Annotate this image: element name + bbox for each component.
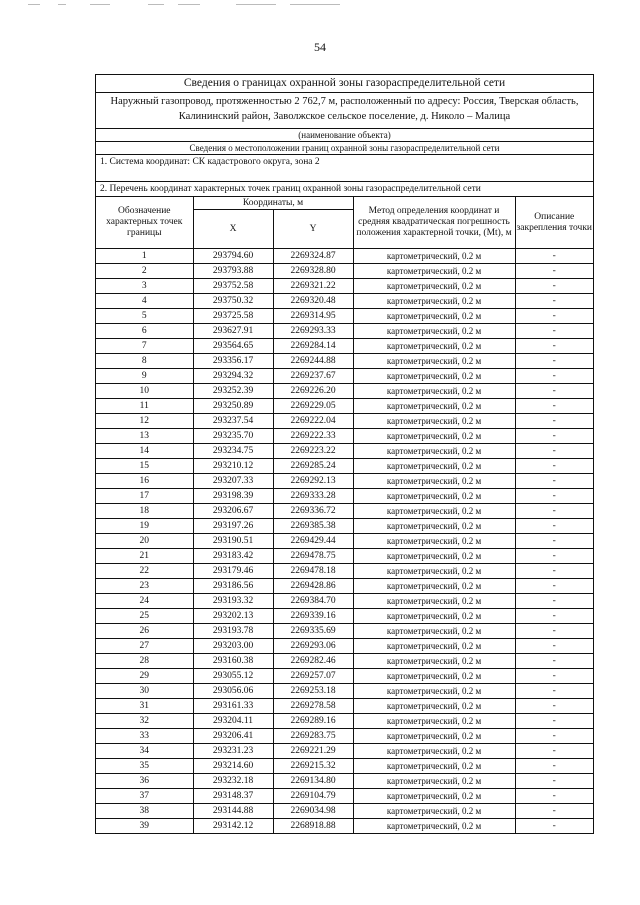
- x-coordinate-cell: 293235.70: [193, 429, 273, 444]
- point-number-cell: 15: [96, 459, 193, 474]
- fixing-cell: -: [515, 549, 593, 564]
- method-cell: картометрический, 0.2 м: [353, 504, 515, 519]
- x-coordinate-cell: 293186.56: [193, 579, 273, 594]
- table-row: [96, 264, 593, 279]
- x-coordinate-cell: 293793.88: [193, 264, 273, 279]
- y-coordinate-cell: 2269320.48: [273, 294, 353, 309]
- method-cell: картометрический, 0.2 м: [353, 324, 515, 339]
- point-number-cell: 13: [96, 429, 193, 444]
- table-row: [96, 459, 593, 474]
- y-coordinate-cell: 2269324.87: [273, 249, 353, 264]
- point-number-cell: 1: [96, 249, 193, 264]
- point-number-cell: 34: [96, 744, 193, 759]
- table-row: [96, 399, 593, 414]
- x-coordinate-cell: 293204.11: [193, 714, 273, 729]
- x-coordinate-cell: 293183.42: [193, 549, 273, 564]
- point-number-cell: 39: [96, 819, 193, 834]
- fixing-cell: -: [515, 504, 593, 519]
- header-fixing: Описание закрепления точки: [515, 197, 593, 249]
- fixing-cell: -: [515, 534, 593, 549]
- x-coordinate-cell: 293752.58: [193, 279, 273, 294]
- table-row: [96, 534, 593, 549]
- method-cell: картометрический, 0.2 м: [353, 519, 515, 534]
- point-number-cell: 5: [96, 309, 193, 324]
- fixing-cell: -: [515, 414, 593, 429]
- point-number-cell: 30: [96, 684, 193, 699]
- x-coordinate-cell: 293206.41: [193, 729, 273, 744]
- table-row: [96, 369, 593, 384]
- fixing-cell: -: [515, 699, 593, 714]
- method-cell: картометрический, 0.2 м: [353, 759, 515, 774]
- fixing-cell: -: [515, 819, 593, 834]
- x-coordinate-cell: 293252.39: [193, 384, 273, 399]
- fixing-cell: -: [515, 324, 593, 339]
- table-row: [96, 789, 593, 804]
- method-cell: картометрический, 0.2 м: [353, 429, 515, 444]
- method-cell: картометрический, 0.2 м: [353, 789, 515, 804]
- y-coordinate-cell: 2269134.80: [273, 774, 353, 789]
- method-cell: картометрический, 0.2 м: [353, 624, 515, 639]
- x-coordinate-cell: 293725.58: [193, 309, 273, 324]
- table-row: [96, 489, 593, 504]
- y-coordinate-cell: 2269384.70: [273, 594, 353, 609]
- y-coordinate-cell: 2269237.67: [273, 369, 353, 384]
- points-list-caption: 2. Перечень координат характерных точек границ охранной зоны газораспределительной сети: [96, 181, 593, 196]
- y-coordinate-cell: 2269292.13: [273, 474, 353, 489]
- point-number-cell: 3: [96, 279, 193, 294]
- method-cell: картометрический, 0.2 м: [353, 774, 515, 789]
- fixing-cell: -: [515, 264, 593, 279]
- x-coordinate-cell: 293142.12: [193, 819, 273, 834]
- method-cell: картометрический, 0.2 м: [353, 744, 515, 759]
- x-coordinate-cell: 293144.88: [193, 804, 273, 819]
- y-coordinate-cell: 2269314.95: [273, 309, 353, 324]
- method-cell: картометрический, 0.2 м: [353, 414, 515, 429]
- table-row: [96, 639, 593, 654]
- y-coordinate-cell: 2269222.33: [273, 429, 353, 444]
- y-coordinate-cell: 2269321.22: [273, 279, 353, 294]
- method-cell: картометрический, 0.2 м: [353, 579, 515, 594]
- y-coordinate-cell: 2269278.58: [273, 699, 353, 714]
- table-row: [96, 684, 593, 699]
- table-row: [96, 654, 593, 669]
- method-cell: картометрический, 0.2 м: [353, 249, 515, 264]
- table-row: [96, 609, 593, 624]
- method-cell: картометрический, 0.2 м: [353, 609, 515, 624]
- fixing-cell: -: [515, 444, 593, 459]
- x-coordinate-cell: 293202.13: [193, 609, 273, 624]
- table-row: [96, 699, 593, 714]
- x-coordinate-cell: 293161.33: [193, 699, 273, 714]
- y-coordinate-cell: 2268918.88: [273, 819, 353, 834]
- table-row: [96, 294, 593, 309]
- point-number-cell: 33: [96, 729, 193, 744]
- method-cell: картометрический, 0.2 м: [353, 654, 515, 669]
- x-coordinate-cell: 293055.12: [193, 669, 273, 684]
- point-number-cell: 26: [96, 624, 193, 639]
- fixing-cell: -: [515, 429, 593, 444]
- method-cell: картометрический, 0.2 м: [353, 399, 515, 414]
- x-coordinate-cell: 293294.32: [193, 369, 273, 384]
- method-cell: картометрический, 0.2 м: [353, 309, 515, 324]
- fixing-cell: -: [515, 249, 593, 264]
- fixing-cell: -: [515, 474, 593, 489]
- table-row: [96, 339, 593, 354]
- y-coordinate-cell: 2269429.44: [273, 534, 353, 549]
- method-cell: картометрический, 0.2 м: [353, 804, 515, 819]
- fixing-cell: -: [515, 729, 593, 744]
- x-coordinate-cell: 293234.75: [193, 444, 273, 459]
- location-caption: Сведения о местоположении границ охранной зоны газораспределительной сети: [96, 141, 593, 154]
- y-coordinate-cell: 2269104.79: [273, 789, 353, 804]
- table-row: [96, 714, 593, 729]
- object-description: Наружный газопровод, протяженностью 2 762,7 м, расположенный по адресу: Россия, Тверская область, Калининский район, Заволжское сельское поселение, д. Николо – Малица: [110, 96, 579, 122]
- x-coordinate-cell: 293160.38: [193, 654, 273, 669]
- y-coordinate-cell: 2269215.32: [273, 759, 353, 774]
- fixing-cell: -: [515, 294, 593, 309]
- y-coordinate-cell: 2269034.98: [273, 804, 353, 819]
- table-row: [96, 744, 593, 759]
- object-name-caption: (наименование объекта): [96, 128, 593, 141]
- x-coordinate-cell: 293564.65: [193, 339, 273, 354]
- point-number-cell: 32: [96, 714, 193, 729]
- method-cell: картометрический, 0.2 м: [353, 279, 515, 294]
- point-number-cell: 21: [96, 549, 193, 564]
- fixing-cell: -: [515, 624, 593, 639]
- fixing-cell: -: [515, 714, 593, 729]
- table-row: [96, 504, 593, 519]
- table-row: [96, 729, 593, 744]
- x-coordinate-cell: 293197.26: [193, 519, 273, 534]
- y-coordinate-cell: 2269222.04: [273, 414, 353, 429]
- x-coordinate-cell: 293232.18: [193, 774, 273, 789]
- y-coordinate-cell: 2269335.69: [273, 624, 353, 639]
- fixing-cell: -: [515, 309, 593, 324]
- fixing-cell: -: [515, 639, 593, 654]
- table-row: [96, 579, 593, 594]
- table-row: [96, 519, 593, 534]
- point-number-cell: 8: [96, 354, 193, 369]
- method-cell: картометрический, 0.2 м: [353, 264, 515, 279]
- x-coordinate-cell: 293794.60: [193, 249, 273, 264]
- fixing-cell: -: [515, 684, 593, 699]
- method-cell: картометрический, 0.2 м: [353, 354, 515, 369]
- fixing-cell: -: [515, 339, 593, 354]
- x-coordinate-cell: 293356.17: [193, 354, 273, 369]
- table-row: [96, 594, 593, 609]
- fixing-cell: -: [515, 384, 593, 399]
- method-cell: картометрический, 0.2 м: [353, 564, 515, 579]
- method-cell: картометрический, 0.2 м: [353, 639, 515, 654]
- point-number-cell: 37: [96, 789, 193, 804]
- table-row: [96, 819, 593, 834]
- method-cell: картометрический, 0.2 м: [353, 819, 515, 834]
- point-number-cell: 38: [96, 804, 193, 819]
- fixing-cell: -: [515, 759, 593, 774]
- point-number-cell: 4: [96, 294, 193, 309]
- y-coordinate-cell: 2269328.80: [273, 264, 353, 279]
- table-row: [96, 474, 593, 489]
- point-number-cell: 28: [96, 654, 193, 669]
- x-coordinate-cell: 293250.89: [193, 399, 273, 414]
- point-number-cell: 16: [96, 474, 193, 489]
- x-coordinate-cell: 293056.06: [193, 684, 273, 699]
- point-number-cell: 25: [96, 609, 193, 624]
- fixing-cell: -: [515, 804, 593, 819]
- method-cell: картометрический, 0.2 м: [353, 699, 515, 714]
- y-coordinate-cell: 2269293.06: [273, 639, 353, 654]
- method-cell: картометрический, 0.2 м: [353, 669, 515, 684]
- y-coordinate-cell: 2269478.18: [273, 564, 353, 579]
- method-cell: картометрический, 0.2 м: [353, 339, 515, 354]
- table-row: [96, 354, 593, 369]
- point-number-cell: 23: [96, 579, 193, 594]
- table-row: [96, 804, 593, 819]
- point-number-cell: 35: [96, 759, 193, 774]
- table-row: [96, 444, 593, 459]
- header-x: X: [193, 210, 273, 249]
- y-coordinate-cell: 2269244.88: [273, 354, 353, 369]
- point-number-cell: 12: [96, 414, 193, 429]
- fixing-cell: -: [515, 519, 593, 534]
- point-number-cell: 31: [96, 699, 193, 714]
- y-coordinate-cell: 2269478.75: [273, 549, 353, 564]
- point-number-cell: 17: [96, 489, 193, 504]
- table-row: [96, 564, 593, 579]
- fixing-cell: -: [515, 594, 593, 609]
- point-number-cell: 27: [96, 639, 193, 654]
- x-coordinate-cell: 293210.12: [193, 459, 273, 474]
- y-coordinate-cell: 2269229.05: [273, 399, 353, 414]
- table-row: [96, 279, 593, 294]
- x-coordinate-cell: 293207.33: [193, 474, 273, 489]
- y-coordinate-cell: 2269336.72: [273, 504, 353, 519]
- fixing-cell: -: [515, 579, 593, 594]
- point-number-cell: 7: [96, 339, 193, 354]
- coordinates-table: [96, 196, 593, 833]
- method-cell: картометрический, 0.2 м: [353, 714, 515, 729]
- coordinate-system: 1. Система координат: СК кадастрового округа, зона 2: [96, 154, 593, 181]
- y-coordinate-cell: 2269285.24: [273, 459, 353, 474]
- method-cell: картометрический, 0.2 м: [353, 459, 515, 474]
- point-number-cell: 20: [96, 534, 193, 549]
- fixing-cell: -: [515, 789, 593, 804]
- table-row: [96, 324, 593, 339]
- fixing-cell: -: [515, 399, 593, 414]
- x-coordinate-cell: 293237.54: [193, 414, 273, 429]
- scan-artifact-marks: [28, 4, 358, 10]
- header-y: Y: [273, 210, 353, 249]
- y-coordinate-cell: 2269257.07: [273, 669, 353, 684]
- y-coordinate-cell: 2269428.86: [273, 579, 353, 594]
- y-coordinate-cell: 2269289.16: [273, 714, 353, 729]
- point-number-cell: 10: [96, 384, 193, 399]
- table-row: [96, 429, 593, 444]
- point-number-cell: 19: [96, 519, 193, 534]
- fixing-cell: -: [515, 774, 593, 789]
- fixing-cell: -: [515, 279, 593, 294]
- y-coordinate-cell: 2269223.22: [273, 444, 353, 459]
- y-coordinate-cell: 2269221.29: [273, 744, 353, 759]
- table-row: [96, 759, 593, 774]
- x-coordinate-cell: 293750.32: [193, 294, 273, 309]
- x-coordinate-cell: 293179.46: [193, 564, 273, 579]
- table-row: [96, 309, 593, 324]
- point-number-cell: 6: [96, 324, 193, 339]
- x-coordinate-cell: 293193.78: [193, 624, 273, 639]
- y-coordinate-cell: 2269282.46: [273, 654, 353, 669]
- fixing-cell: -: [515, 744, 593, 759]
- x-coordinate-cell: 293231.23: [193, 744, 273, 759]
- y-coordinate-cell: 2269293.33: [273, 324, 353, 339]
- y-coordinate-cell: 2269226.20: [273, 384, 353, 399]
- fixing-cell: -: [515, 459, 593, 474]
- y-coordinate-cell: 2269284.14: [273, 339, 353, 354]
- method-cell: картометрический, 0.2 м: [353, 534, 515, 549]
- header-coordinates: Координаты, м: [193, 197, 353, 210]
- point-number-cell: 11: [96, 399, 193, 414]
- page-number: 54: [314, 40, 326, 54]
- x-coordinate-cell: 293148.37: [193, 789, 273, 804]
- x-coordinate-cell: 293214.60: [193, 759, 273, 774]
- y-coordinate-cell: 2269339.16: [273, 609, 353, 624]
- method-cell: картометрический, 0.2 м: [353, 684, 515, 699]
- point-number-cell: 2: [96, 264, 193, 279]
- table-row: [96, 249, 593, 264]
- x-coordinate-cell: 293190.51: [193, 534, 273, 549]
- point-number-cell: 18: [96, 504, 193, 519]
- method-cell: картометрический, 0.2 м: [353, 489, 515, 504]
- method-cell: картометрический, 0.2 м: [353, 549, 515, 564]
- x-coordinate-cell: 293206.67: [193, 504, 273, 519]
- x-coordinate-cell: 293193.32: [193, 594, 273, 609]
- method-cell: картометрический, 0.2 м: [353, 294, 515, 309]
- fixing-cell: -: [515, 654, 593, 669]
- y-coordinate-cell: 2269385.38: [273, 519, 353, 534]
- point-number-cell: 22: [96, 564, 193, 579]
- fixing-cell: -: [515, 489, 593, 504]
- fixing-cell: -: [515, 354, 593, 369]
- fixing-cell: -: [515, 564, 593, 579]
- table-row: [96, 774, 593, 789]
- point-number-cell: 9: [96, 369, 193, 384]
- table-row: [96, 669, 593, 684]
- point-number-cell: 29: [96, 669, 193, 684]
- x-coordinate-cell: 293627.91: [193, 324, 273, 339]
- y-coordinate-cell: 2269283.75: [273, 729, 353, 744]
- fixing-cell: -: [515, 609, 593, 624]
- y-coordinate-cell: 2269333.28: [273, 489, 353, 504]
- fixing-cell: -: [515, 369, 593, 384]
- point-number-cell: 14: [96, 444, 193, 459]
- method-cell: картометрический, 0.2 м: [353, 594, 515, 609]
- point-number-cell: 36: [96, 774, 193, 789]
- table-row: [96, 624, 593, 639]
- fixing-cell: -: [515, 669, 593, 684]
- method-cell: картометрический, 0.2 м: [353, 369, 515, 384]
- method-cell: картометрический, 0.2 м: [353, 729, 515, 744]
- point-number-cell: 24: [96, 594, 193, 609]
- method-cell: картометрический, 0.2 м: [353, 444, 515, 459]
- document-frame: [95, 74, 594, 834]
- x-coordinate-cell: 293198.39: [193, 489, 273, 504]
- table-row: [96, 549, 593, 564]
- table-row: [96, 414, 593, 429]
- method-cell: картометрический, 0.2 м: [353, 384, 515, 399]
- header-point: Обозначение характерных точек границы: [96, 197, 193, 249]
- header-method: Метод определения координат и средняя квадратическая погрешность положения характерной точки, (Mt), м: [353, 197, 515, 249]
- x-coordinate-cell: 293203.00: [193, 639, 273, 654]
- table-row: [96, 384, 593, 399]
- y-coordinate-cell: 2269253.18: [273, 684, 353, 699]
- document-title: Сведения о границах охранной зоны газораспределительной сети: [96, 75, 593, 93]
- method-cell: картометрический, 0.2 м: [353, 474, 515, 489]
